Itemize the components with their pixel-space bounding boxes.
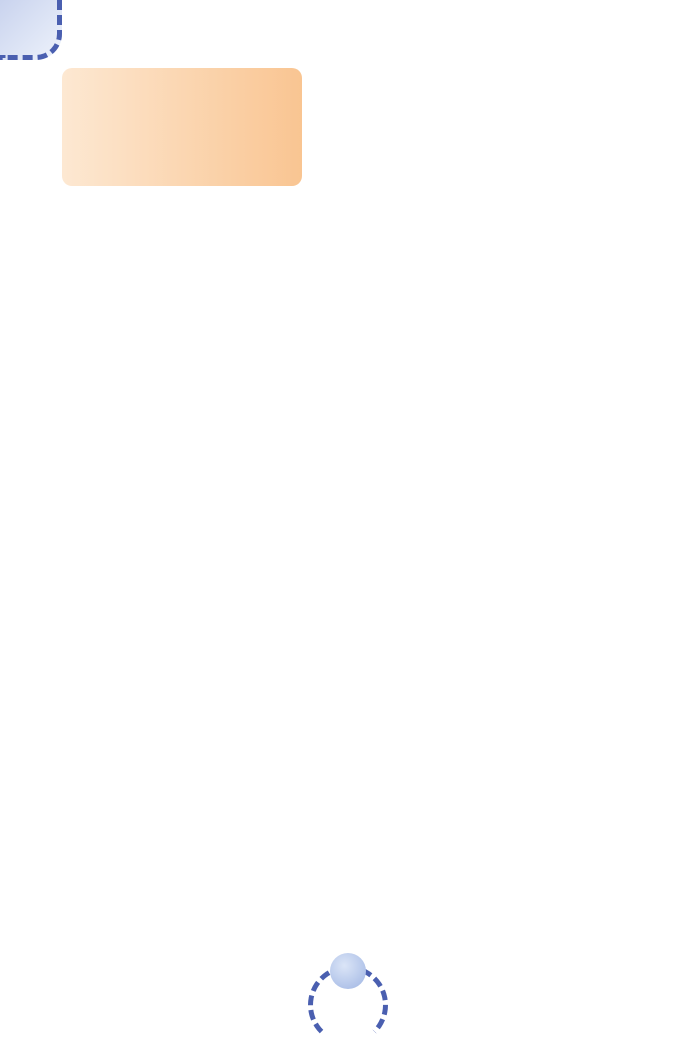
corner-dashed-border [0, 0, 62, 60]
page-number-badge [304, 951, 392, 1029]
page-number [330, 953, 366, 989]
definition-box [62, 68, 302, 186]
